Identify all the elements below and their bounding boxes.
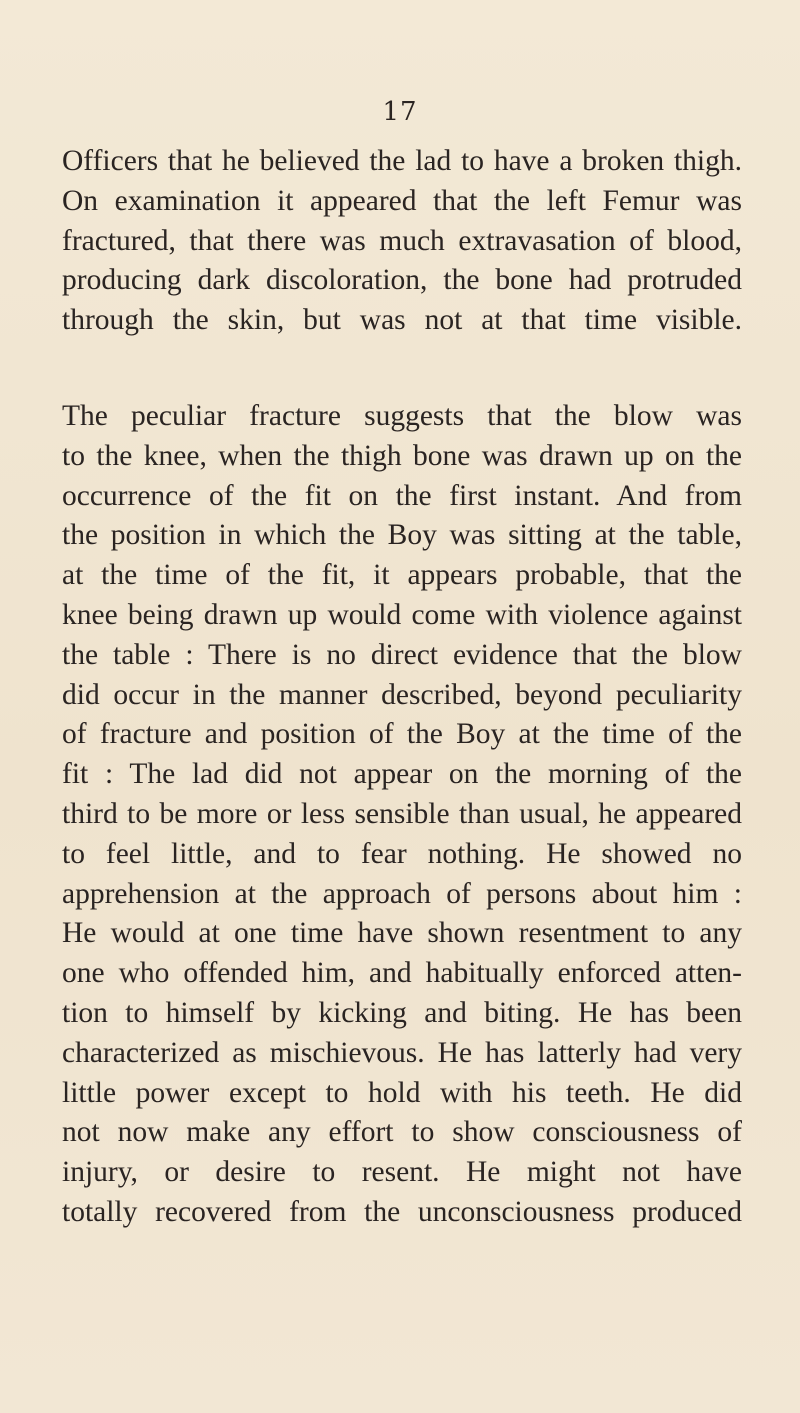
text-line: The peculiar fracture suggests that the blow was — [62, 400, 742, 432]
text-line: little power except to hold with his teeth. He did — [62, 1076, 742, 1109]
text-line: one who offended him, and habitually enforced atten- — [62, 957, 742, 990]
text-line: the position in which the Boy was sitting at the table, — [62, 519, 742, 552]
text-line: Officers that he believed the lad to have a broken thigh. — [62, 145, 742, 177]
text-line: did occur in the manner described, beyond peculiarity — [62, 678, 742, 711]
text-line: characterized as mischievous. He has latterly had very — [62, 1036, 742, 1069]
text-line: injury, or desire to resent. He might not have — [62, 1156, 742, 1189]
text-line: fit : The lad did not appear on the morning of the — [62, 758, 742, 791]
paragraph-2 — [62, 397, 742, 1233]
text-line: to the knee, when the thigh bone was drawn up on the — [62, 439, 742, 472]
text-line: at the time of the fit, it appears probable, that the — [62, 559, 742, 592]
text-line: totally recovered from the unconsciousness produced — [62, 1195, 742, 1228]
text-line: occurrence of the fit on the first instant. And from — [62, 479, 742, 512]
text-line: tion to himself by kicking and biting. He has been — [62, 996, 742, 1029]
paragraph-1 — [62, 142, 742, 341]
text-line: He would at one time have shown resentment to any — [62, 917, 742, 950]
text-line: the table : There is no direct evidence that the blow — [62, 638, 742, 671]
text-line: of fracture and position of the Boy at the time of the — [62, 718, 742, 751]
text-line: apprehension at the approach of persons about him : — [62, 877, 742, 910]
text-line: producing dark discoloration, the bone had protruded — [62, 264, 742, 297]
text-line: to feel little, and to fear nothing. He showed no — [62, 837, 742, 870]
text-line: fractured, that there was much extravasation of blood, — [62, 224, 742, 257]
text-line: On examination it appeared that the left Femur was — [62, 184, 742, 217]
text-line: through the skin, but was not at that time visible. — [62, 304, 742, 337]
text-line: knee being drawn up would come with violence against — [62, 598, 742, 631]
text-line: not now make any effort to show consciousness of — [62, 1116, 742, 1149]
page-number: 17 — [382, 97, 418, 127]
text-line: third to be more or less sensible than usual, he appeared — [62, 797, 742, 830]
